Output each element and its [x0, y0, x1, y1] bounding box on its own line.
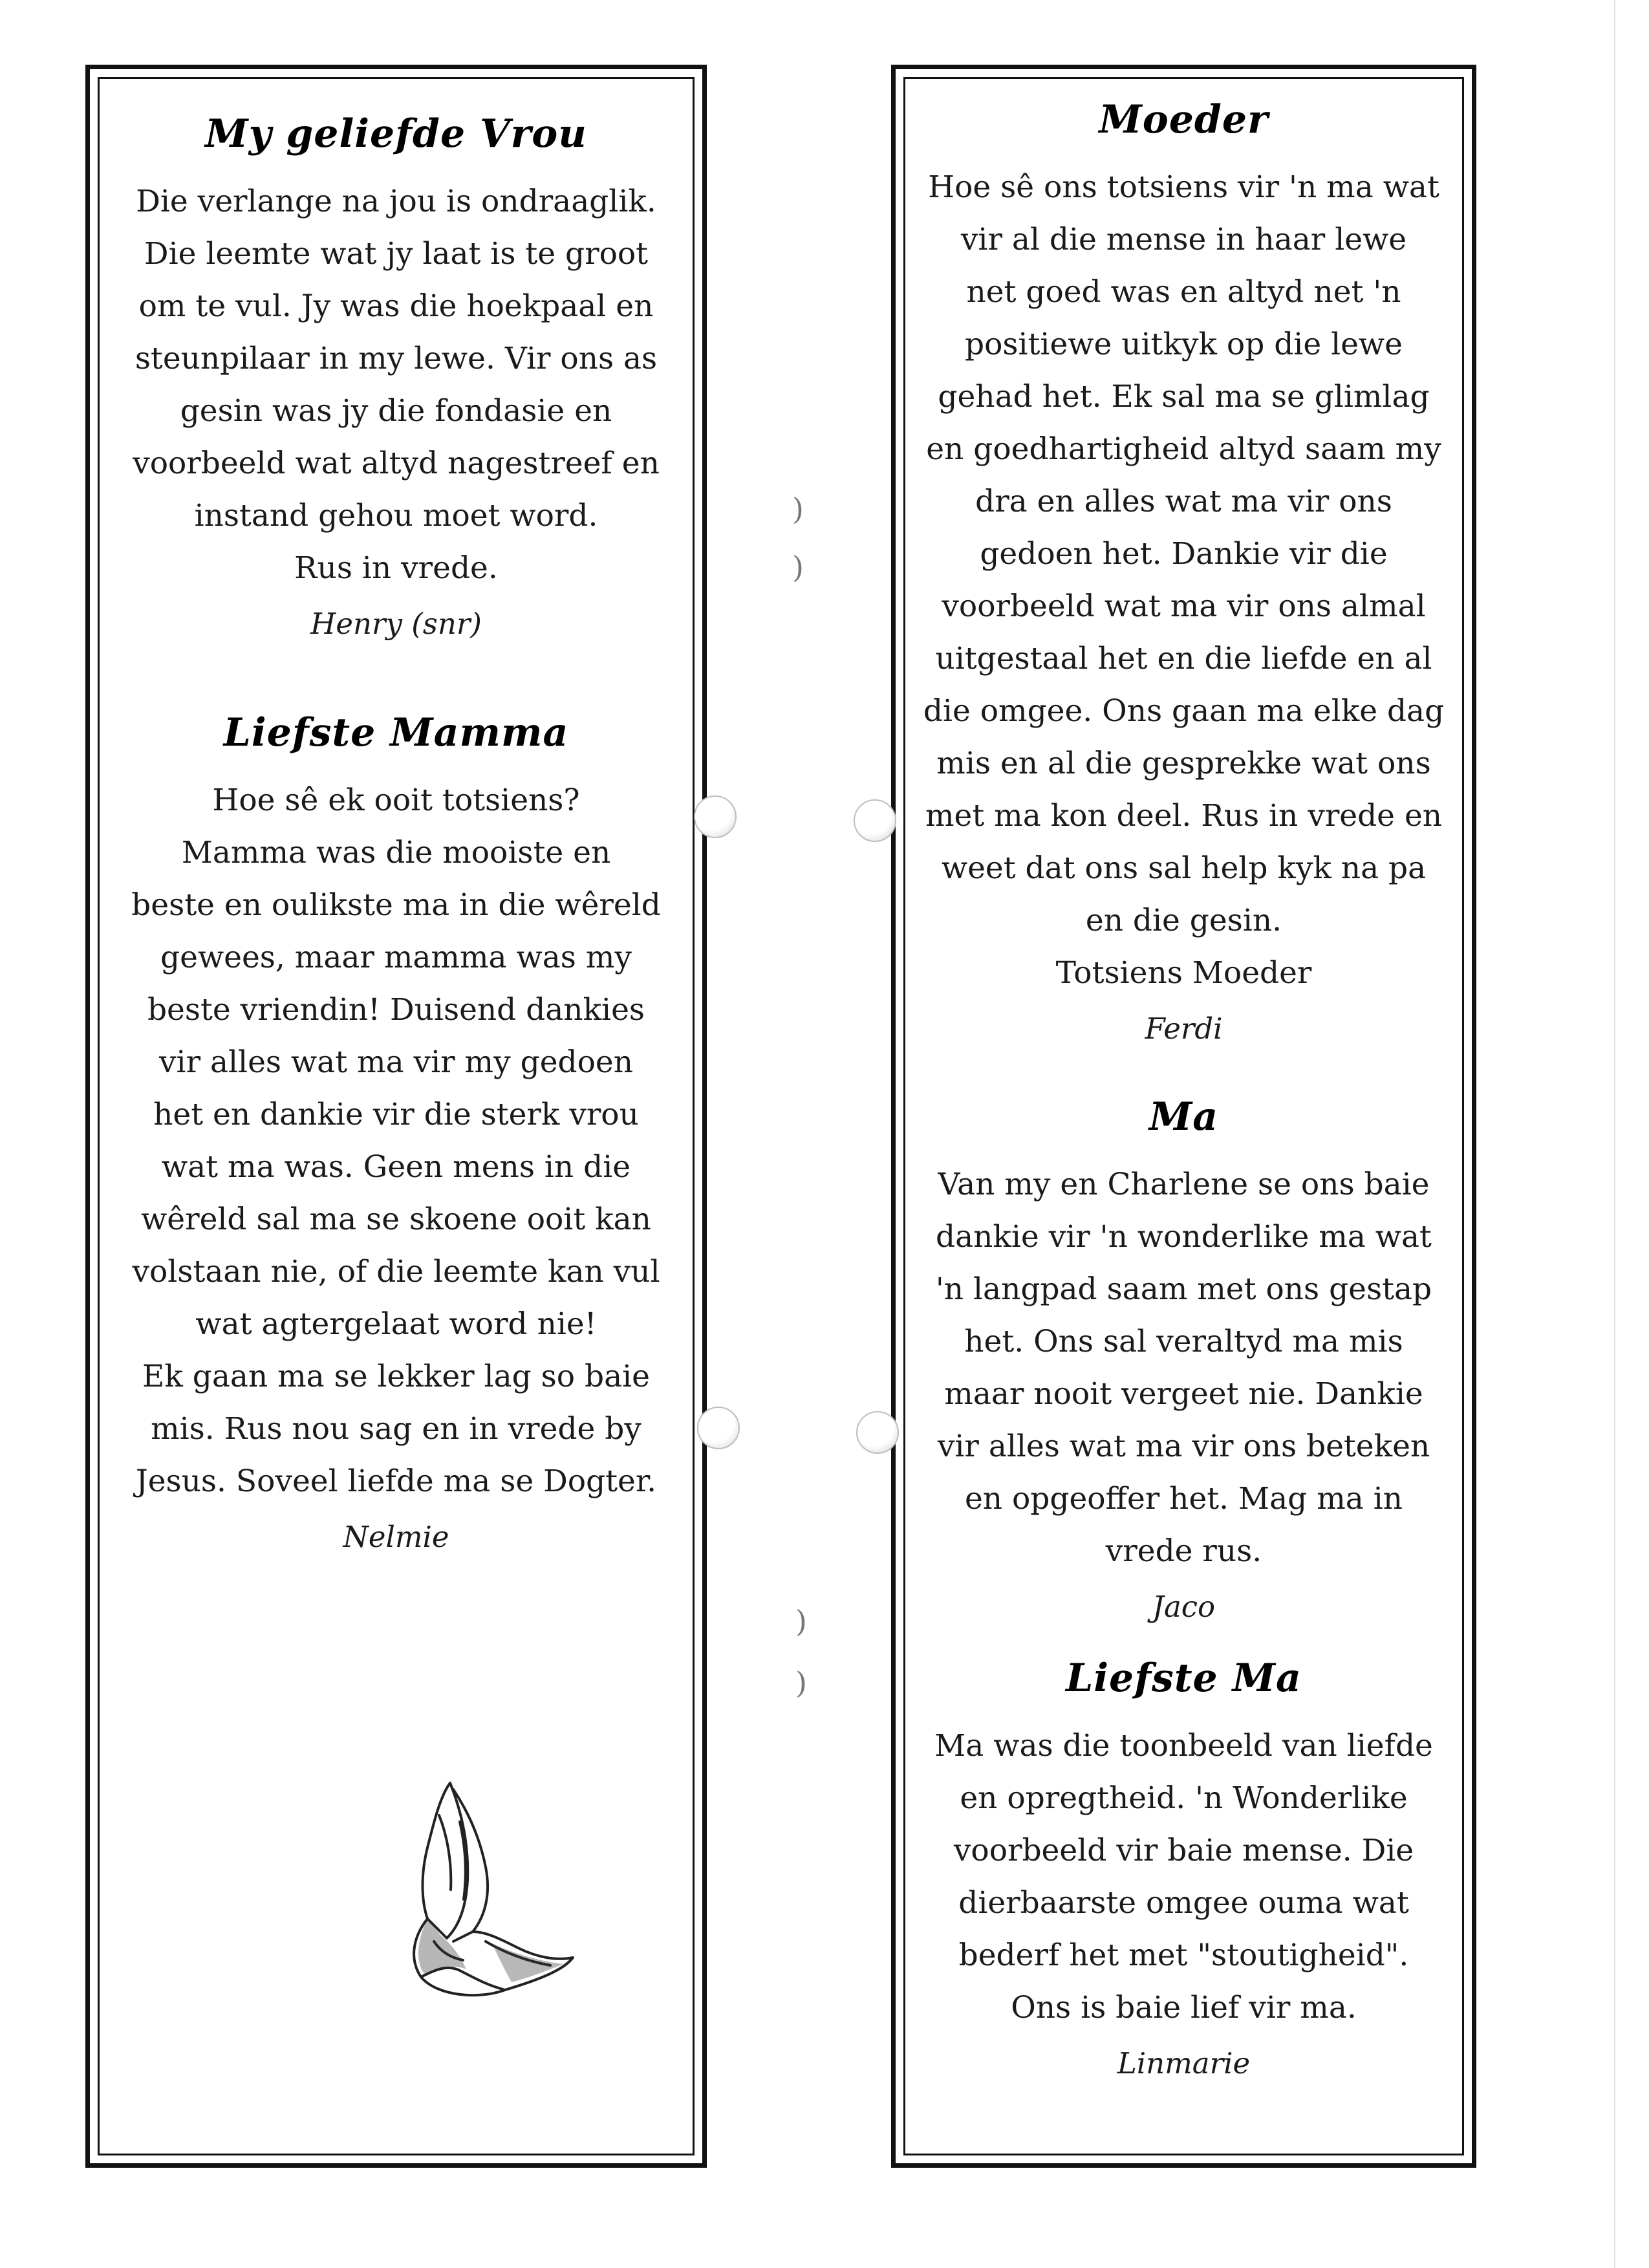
section-heading: Ma [1148, 1094, 1219, 1139]
praying-hands-icon [389, 1777, 583, 2009]
section-signature: Linmarie [1117, 2046, 1251, 2080]
right-panel-content [921, 94, 1446, 2090]
section-heading: Liefste Ma [1066, 1656, 1302, 1701]
binding-hole [854, 799, 896, 842]
page-edge-line [1614, 0, 1615, 2268]
left-tribute-panel [85, 65, 707, 2168]
binding-hook-mark: ) [792, 491, 804, 526]
section-text: Hoe sê ons totsiens vir 'n ma wat vir al die mense in haar lewe net goed was en altyd net 'n positiewe uitkyk op die lewe gehad het. Ek sal ma se glimlag en goedhartigheid altyd saam my dra en alles wat ma vir ons gedoen het. Dankie vir die voorbeeld wat ma vir ons almal uitgestaal het en die liefde en al die omgee. Ons gaan ma elke dag mis en al die gesprekke wat ons met ma kon deel. Rus in vrede en weet dat ons sal help kyk na pa en die gesin. Totsiens Moeder [923, 169, 1445, 991]
tribute-section-moeder [921, 94, 1446, 1055]
section-heading: Moeder [1099, 97, 1269, 142]
section-signature: Jaco [1152, 1590, 1216, 1624]
section-text: Hoe sê ek ooit totsiens? Mamma was die mooiste en beste en oulikste ma in die wêreld gewees, maar mamma was my beste vriendin! Duisend dankies vir alles wat ma vir my gedoen het en dankie vir die sterk vrou wat ma was. Geen mens in die wêreld sal ma se skoene ooit kan volstaan nie, of die leemte kan vul wat agtergelaat word nie! Ek gaan ma se lekker lag so baie mis. Rus nou sag en in vrede by Jesus. Soveel liefde ma se Dogter. [131, 783, 661, 1499]
binding-hook-mark: ) [792, 550, 804, 585]
section-signature: Henry (snr) [310, 607, 482, 641]
binding-hook-mark: ) [795, 1604, 807, 1639]
binding-hook-mark: ) [795, 1665, 807, 1700]
right-tribute-panel [891, 65, 1476, 2168]
section-text: Van my en Charlene se ons baie dankie vir 'n wonderlike ma wat 'n langpad saam met ons gestap het. Ons sal veraltyd ma mis maar nooit vergeet nie. Dankie vir alles wat ma vir ons beteken en opgeoffer het. Mag ma in vrede rus. [935, 1167, 1432, 1569]
binding-hole [694, 795, 737, 838]
tribute-section-mamma [116, 707, 676, 1563]
tribute-section-ma [921, 1091, 1446, 1633]
binding-hole [856, 1411, 899, 1454]
section-heading: Liefste Mamma [223, 710, 569, 755]
section-text: Ma was die toonbeeld van liefde en opregtheid. 'n Wonderlike voorbeeld vir baie mense. Die dierbaarste omgee ouma wat bederf het met "stoutigheid". Ons is baie lief vir ma. [934, 1728, 1433, 2025]
section-text: Die verlange na jou is ondraaglik. Die leemte wat jy laat is te groot om te vul. Jy was die hoekpaal en steunpilaar in my lewe. Vir ons as gesin was jy die fondasie en voorbeeld wat altyd nagestreef en instand gehou moet word. Rus in vrede. [133, 184, 660, 586]
tribute-section-liefste-ma [921, 1652, 1446, 2090]
binding-hole [697, 1407, 740, 1449]
section-signature: Nelmie [343, 1520, 449, 1554]
section-signature: Ferdi [1145, 1011, 1223, 1046]
left-panel-content [116, 108, 676, 1563]
tribute-section-wife [116, 108, 676, 650]
section-heading: My geliefde Vrou [205, 111, 587, 157]
